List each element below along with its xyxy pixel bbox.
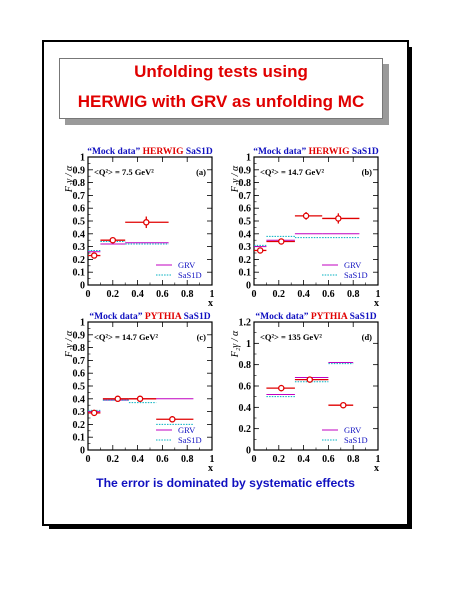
- legend-sas1d-label: SaS1D: [344, 435, 368, 445]
- y-tick-label: 0: [80, 280, 85, 292]
- header-mock-data: “Mock data”: [253, 147, 309, 157]
- y-tick-label: 0.2: [238, 254, 251, 266]
- legend-grv-label: GRV: [178, 260, 196, 270]
- data-point: [92, 410, 97, 415]
- legend-sas1d-label: SaS1D: [178, 270, 202, 280]
- y-tick-label: 0.7: [238, 190, 251, 202]
- y-tick-label: 0.3: [72, 407, 85, 419]
- data-point: [115, 396, 120, 401]
- x-tick-label: 0.4: [297, 454, 310, 465]
- header-generator: HERWIG: [308, 147, 352, 157]
- y-tick-label: 0.9: [72, 165, 85, 177]
- x-tick-label: 0.2: [272, 289, 286, 300]
- header-model: SaS1D: [183, 312, 211, 322]
- data-point: [144, 220, 149, 225]
- x-tick-label: 0.6: [156, 289, 169, 300]
- x-tick-label: 0.2: [106, 454, 120, 465]
- y-tick-label: 0.8: [72, 343, 85, 355]
- x-axis-label: x: [208, 463, 213, 474]
- y-tick-label: 0.5: [72, 216, 85, 228]
- y-tick-label: 0.8: [238, 360, 251, 372]
- y-tick-label: 0.6: [72, 368, 85, 380]
- y-tick-label: 0.3: [72, 242, 85, 254]
- header-mock-data: “Mock data”: [87, 147, 143, 157]
- data-point: [92, 253, 97, 258]
- legend-grv-label: GRV: [178, 425, 196, 435]
- x-tick-label: 1: [375, 289, 381, 300]
- legend-sas1d-label: SaS1D: [344, 270, 368, 280]
- data-point: [279, 386, 284, 391]
- panel-header: [87, 146, 213, 157]
- header-mock-data: “Mock data”: [89, 312, 145, 322]
- y-tick-label: 0.9: [238, 165, 251, 177]
- y-tick-label: 0.4: [72, 229, 85, 241]
- header-generator: PYTHIA: [144, 312, 184, 322]
- y-tick-label: 0.6: [238, 381, 251, 393]
- q2-label: <Q²> = 14.7 GeV²: [94, 332, 159, 342]
- y-tick-label: 0.6: [72, 203, 85, 215]
- data-point: [279, 239, 284, 244]
- data-point: [341, 403, 346, 408]
- data-point: [170, 417, 175, 422]
- header-generator: PYTHIA: [310, 312, 350, 322]
- y-tick-label: 0.5: [72, 381, 85, 393]
- x-tick-label: 0: [85, 289, 91, 300]
- x-tick-label: 0.8: [346, 454, 360, 465]
- header-model: SaS1D: [351, 147, 379, 157]
- y-axis-label: F₂γ / α: [230, 165, 241, 193]
- y-tick-label: 0.7: [72, 355, 85, 367]
- x-tick-label: 0.6: [322, 454, 335, 465]
- y-tick-label: 0.1: [238, 267, 251, 279]
- x-tick-label: 0.8: [346, 289, 360, 300]
- y-tick-label: 0: [246, 280, 251, 292]
- y-tick-label: 0: [80, 445, 85, 457]
- legend-sas1d-label: SaS1D: [178, 435, 202, 445]
- legend-grv-label: GRV: [344, 425, 362, 435]
- y-tick-label: 1: [80, 152, 85, 164]
- y-tick-label: 0.2: [72, 254, 85, 266]
- panel-d: [228, 310, 398, 475]
- data-point: [137, 396, 142, 401]
- x-tick-label: 1: [375, 454, 381, 465]
- q2-label: <Q²> = 135 GeV²: [260, 332, 322, 342]
- data-point: [336, 216, 341, 221]
- header-model: SaS1D: [185, 147, 213, 157]
- header-generator: HERWIG: [142, 147, 186, 157]
- y-tick-label: 0.9: [72, 330, 85, 342]
- x-axis-label: x: [208, 298, 213, 309]
- y-tick-label: 0.4: [72, 394, 85, 406]
- panel-tag: (b): [361, 167, 372, 177]
- x-tick-label: 0: [85, 454, 91, 465]
- y-tick-label: 1: [246, 338, 251, 350]
- x-axis-label: x: [374, 463, 379, 474]
- x-tick-label: 0: [251, 454, 257, 465]
- x-axis-label: x: [374, 298, 379, 309]
- data-point: [110, 238, 115, 243]
- y-tick-label: 1: [80, 317, 85, 329]
- panel-tag: (d): [361, 332, 372, 342]
- panel-c: [62, 310, 232, 475]
- x-tick-label: 0.8: [180, 454, 194, 465]
- y-tick-label: 0.7: [72, 190, 85, 202]
- y-tick-label: 1: [246, 152, 251, 164]
- y-tick-label: 0.6: [238, 203, 251, 215]
- data-point: [303, 213, 308, 218]
- y-axis-label: F₂γ / α: [230, 330, 241, 358]
- header-model: SaS1D: [349, 312, 377, 322]
- panel-a: [62, 145, 232, 310]
- title-box: [59, 58, 383, 119]
- x-tick-label: 0.8: [180, 289, 194, 300]
- y-tick-label: 0.8: [238, 178, 251, 190]
- y-tick-label: 0.4: [238, 229, 251, 241]
- y-tick-label: 0.5: [238, 216, 251, 228]
- x-tick-label: 0.2: [106, 289, 120, 300]
- y-tick-label: 0.1: [72, 267, 85, 279]
- y-tick-label: 0.1: [72, 432, 85, 444]
- y-tick-label: 0.8: [72, 178, 85, 190]
- y-tick-label: 0.3: [238, 242, 251, 254]
- y-axis-label: F₂γ / α: [64, 165, 75, 193]
- title-line-1: Unfolding tests using: [134, 62, 308, 81]
- title-line-2: HERWIG with GRV as unfolding MC: [77, 92, 365, 111]
- y-tick-label: 0.2: [238, 424, 251, 436]
- q2-label: <Q²> = 7.5 GeV²: [94, 167, 154, 177]
- y-tick-label: 0.2: [72, 419, 85, 431]
- panel-tag: (a): [196, 167, 206, 177]
- panel-header: [253, 146, 379, 157]
- panel-header: [255, 311, 376, 322]
- x-tick-label: 0.4: [297, 289, 310, 300]
- legend-grv-label: GRV: [344, 260, 362, 270]
- x-tick-label: 0.6: [322, 289, 335, 300]
- x-tick-label: 0.2: [272, 454, 286, 465]
- panel-header: [89, 311, 210, 322]
- x-tick-label: 0.4: [131, 289, 144, 300]
- panel-b: [228, 145, 398, 310]
- y-tick-label: 0: [246, 445, 251, 457]
- y-tick-label: 1.2: [238, 317, 251, 329]
- x-tick-label: 0: [251, 289, 257, 300]
- data-point: [258, 248, 263, 253]
- y-tick-label: 0.4: [238, 402, 251, 414]
- header-mock-data: “Mock data”: [255, 312, 311, 322]
- x-tick-label: 0.6: [156, 454, 169, 465]
- x-tick-label: 1: [209, 289, 215, 300]
- x-tick-label: 1: [209, 454, 215, 465]
- footer-note: The error is dominated by systematic effects: [96, 476, 355, 490]
- panel-tag: (c): [196, 332, 206, 342]
- x-tick-label: 0.4: [131, 454, 144, 465]
- y-axis-label: F₂γ / α: [64, 330, 75, 358]
- q2-label: <Q²> = 14.7 GeV²: [260, 167, 325, 177]
- data-point: [307, 377, 312, 382]
